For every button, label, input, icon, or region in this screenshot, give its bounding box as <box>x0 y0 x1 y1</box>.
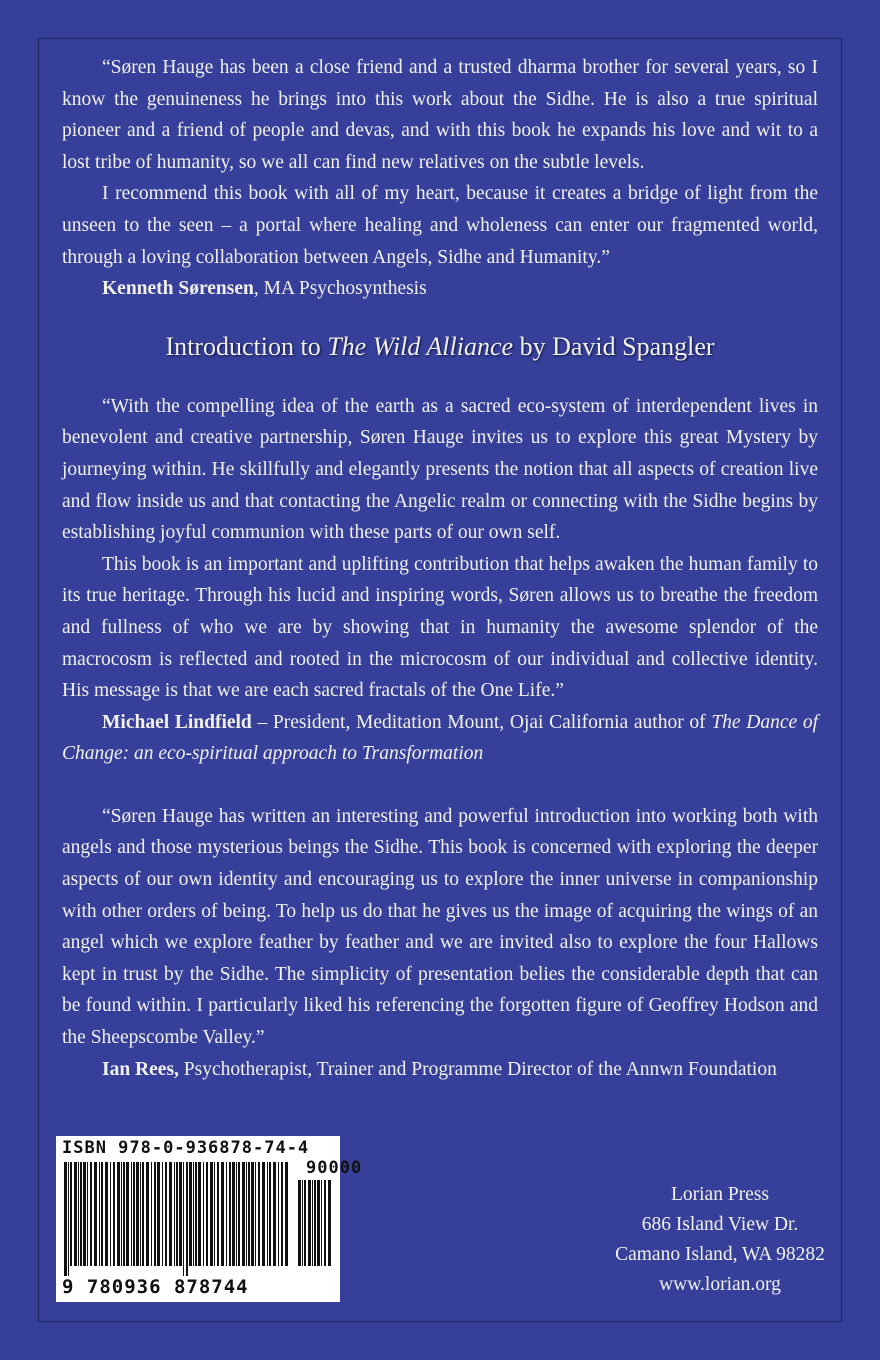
quote2-author-title: – President, Meditation Mount, Ojai California author of <box>251 711 712 733</box>
quote2-paragraph1: “With the compelling idea of the earth as a sacred eco-system of interdependent lives in benevolent and creative partnership, Søren Hauge invites us to explore this great Mystery by journeying within. He skillfully and elegantly presents the notion that all aspects of creation live and flow inside us and that contacting the Angelic realm or connecting with the Sidhe begins by establishing joyful communion with these parts of our own self. <box>62 395 818 544</box>
publisher-info <box>560 1180 880 1300</box>
isbn-barcode <box>56 1136 363 1302</box>
quote2-paragraph2: This book is an important and uplifting contribution that helps awaken the human family to its true heritage. Through his lucid and inspiring words, Søren allows us to breathe the freedom and fullness of who we are by showing that in humanity the awesome splendor of the macrocosm is reflected and rooted in the microcosm of our individual and collective identity. His message is that we are each sacred fractals of the One Life.” <box>62 553 818 702</box>
quote3-author-title: Psychotherapist, Trainer and Programme Director of the Annwn Foundation <box>178 1058 777 1080</box>
ean-number: 9 780936 878744 <box>62 1276 249 1298</box>
heading-suffix: by David Spangler <box>513 331 715 361</box>
quote1-attribution <box>62 273 818 305</box>
publisher-name: Lorian Press <box>670 1184 770 1205</box>
endorsements <box>62 52 818 1085</box>
addon-barcode-bars <box>298 1180 334 1276</box>
publisher-website[interactable]: www.lorian.org <box>659 1274 781 1295</box>
quote3-attribution <box>62 1054 818 1086</box>
quote1-paragraph2: I recommend this book with all of my heart, because it creates a bridge of light from the unseen to the seen – a portal where healing and wholeness can enter our fragmented world, through a loving collaboration between Angels, Sidhe and Humanity.” <box>62 183 818 268</box>
publisher-street: 686 Island View Dr. <box>641 1214 799 1235</box>
isbn-number: ISBN 978-0-936878-74-4 <box>62 1138 310 1158</box>
price-code: 90000 <box>306 1158 363 1178</box>
ean-barcode-bars <box>64 1162 290 1276</box>
quote1-author-title: , MA Psychosynthesis <box>253 278 427 300</box>
quote1-paragraph1: “Søren Hauge has been a close friend and a trusted dharma brother for several years, so I know the genuineness he brings into this work about the Sidhe. He is also a true spiritual pioneer and a friend of people and devas, and with this book he expands his love and wit to a lost tribe of humanity, so we all can find new relatives on the subtle levels. <box>62 57 818 173</box>
quote3-author-name: Ian Rees, <box>102 1058 179 1080</box>
publisher-city: Camano Island, WA 98282 <box>615 1244 825 1265</box>
quote1-author-name: Kenneth Sørensen <box>102 278 254 300</box>
quote3-paragraph1: “Søren Hauge has written an interesting and powerful introduction into working both with angels and those mysterious beings the Sidhe. This book is concerned with exploring the deeper aspects of our own identity and encouraging us to explore the inner universe in companionship with other orders of being. To help us do that he gives us the image of acquiring the wings of an angel which we explore feather by feather and we are invited also to explore the four Hallows kept in trust by the Sidhe. The simplicity of presentation belies the considerable depth that can be found within. I particularly liked his referencing the forgotten figure of Geoffrey Hodson and the Sheepscombe Valley.” <box>62 805 818 1049</box>
quote2-author-book: The Dance of Change: an eco-spiritual approach to Transformation <box>62 711 818 765</box>
heading-book-title: The Wild Alliance <box>327 331 514 361</box>
section-heading <box>62 327 818 367</box>
quote2-author-name: Michael Lindfield <box>102 711 252 733</box>
heading-prefix: Introduction to <box>165 331 328 361</box>
spacer <box>62 770 818 801</box>
quote2-attribution <box>62 707 818 770</box>
